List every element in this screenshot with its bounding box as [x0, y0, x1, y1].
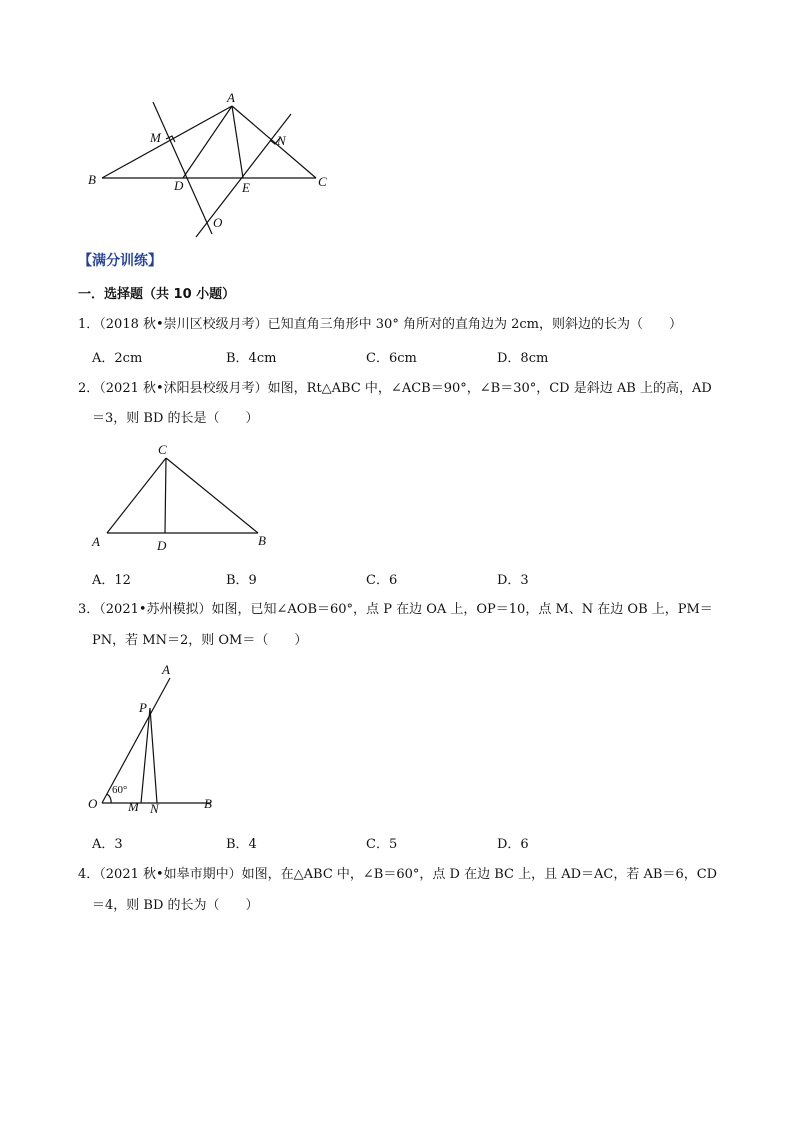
q1-option-a[interactable]: A．2cm: [92, 351, 143, 366]
fig2-label-D: D: [157, 538, 167, 553]
q2-option-d[interactable]: D．3: [497, 573, 529, 588]
q1-option-b[interactable]: B．4cm: [226, 351, 277, 366]
fig3-label-A: A: [162, 662, 170, 677]
question-1-text: 1．（2018 秋•崇川区校级月考）已知直角三角形中 30° 角所对的直角边为 2cm，则斜边的长为（ ）: [78, 317, 682, 332]
fig2-label-A: A: [92, 534, 100, 549]
figure-1-diagram: [80, 88, 340, 243]
fig1-label-E: E: [242, 180, 250, 195]
fig1-label-D: D: [174, 178, 184, 193]
question-4-text-line2: ＝4，则 BD 的长为（ ）: [92, 898, 259, 913]
question-2-text-line2: ＝3，则 BD 的长是（ ）: [92, 411, 259, 426]
q2-option-b[interactable]: B．9: [226, 573, 257, 588]
q2-option-c[interactable]: C．6: [366, 573, 398, 588]
fig2-label-C: C: [158, 442, 167, 457]
q3-option-d[interactable]: D．6: [497, 837, 529, 852]
q2-option-a[interactable]: A．12: [92, 573, 131, 588]
fig1-label-N: N: [277, 133, 286, 148]
fig1-label-B: B: [88, 172, 96, 187]
fig3-angle-label: 60°: [112, 784, 128, 796]
fig1-label-A: A: [227, 90, 235, 105]
section-title: 【满分训练】: [78, 253, 162, 269]
subheading: 一．选择题（共 10 小题）: [78, 287, 236, 302]
q1-option-c[interactable]: C．6cm: [366, 351, 417, 366]
fig1-label-O: O: [213, 215, 223, 230]
figure-3-diagram: [86, 660, 226, 820]
q3-option-b[interactable]: B．4: [226, 837, 257, 852]
q3-option-a[interactable]: A．3: [92, 837, 123, 852]
fig3-label-O: O: [88, 796, 98, 811]
question-3-text-line2: PN，若 MN＝2，则 OM＝（ ）: [92, 633, 308, 648]
question-4-text-line1: 4．（2021 秋•如皋市期中）如图，在△ABC 中，∠B＝60°，点 D 在边 BC 上，且 AD＝AC，若 AB＝6，CD: [78, 867, 718, 882]
fig2-label-B: B: [258, 533, 266, 548]
fig1-label-C: C: [318, 174, 327, 189]
q3-option-c[interactable]: C．5: [366, 837, 398, 852]
fig3-label-M: M: [128, 799, 139, 814]
fig1-label-M: M: [150, 130, 161, 145]
question-2-text-line1: 2．（2021 秋•沭阳县校级月考）如图，Rt△ABC 中，∠ACB＝90°，∠B＝30°，CD 是斜边 AB 上的高，AD: [78, 381, 712, 396]
fig3-label-B: B: [204, 796, 212, 811]
figure-2-diagram: [86, 440, 286, 555]
question-3-text-line1: 3．（2021•苏州模拟）如图，已知∠AOB＝60°，点 P 在边 OA 上，OP＝10，点 M、N 在边 OB 上，PM＝: [78, 602, 713, 617]
q1-option-d[interactable]: D．8cm: [497, 351, 549, 366]
fig3-label-P: P: [139, 700, 147, 715]
fig3-label-N: N: [150, 801, 159, 816]
